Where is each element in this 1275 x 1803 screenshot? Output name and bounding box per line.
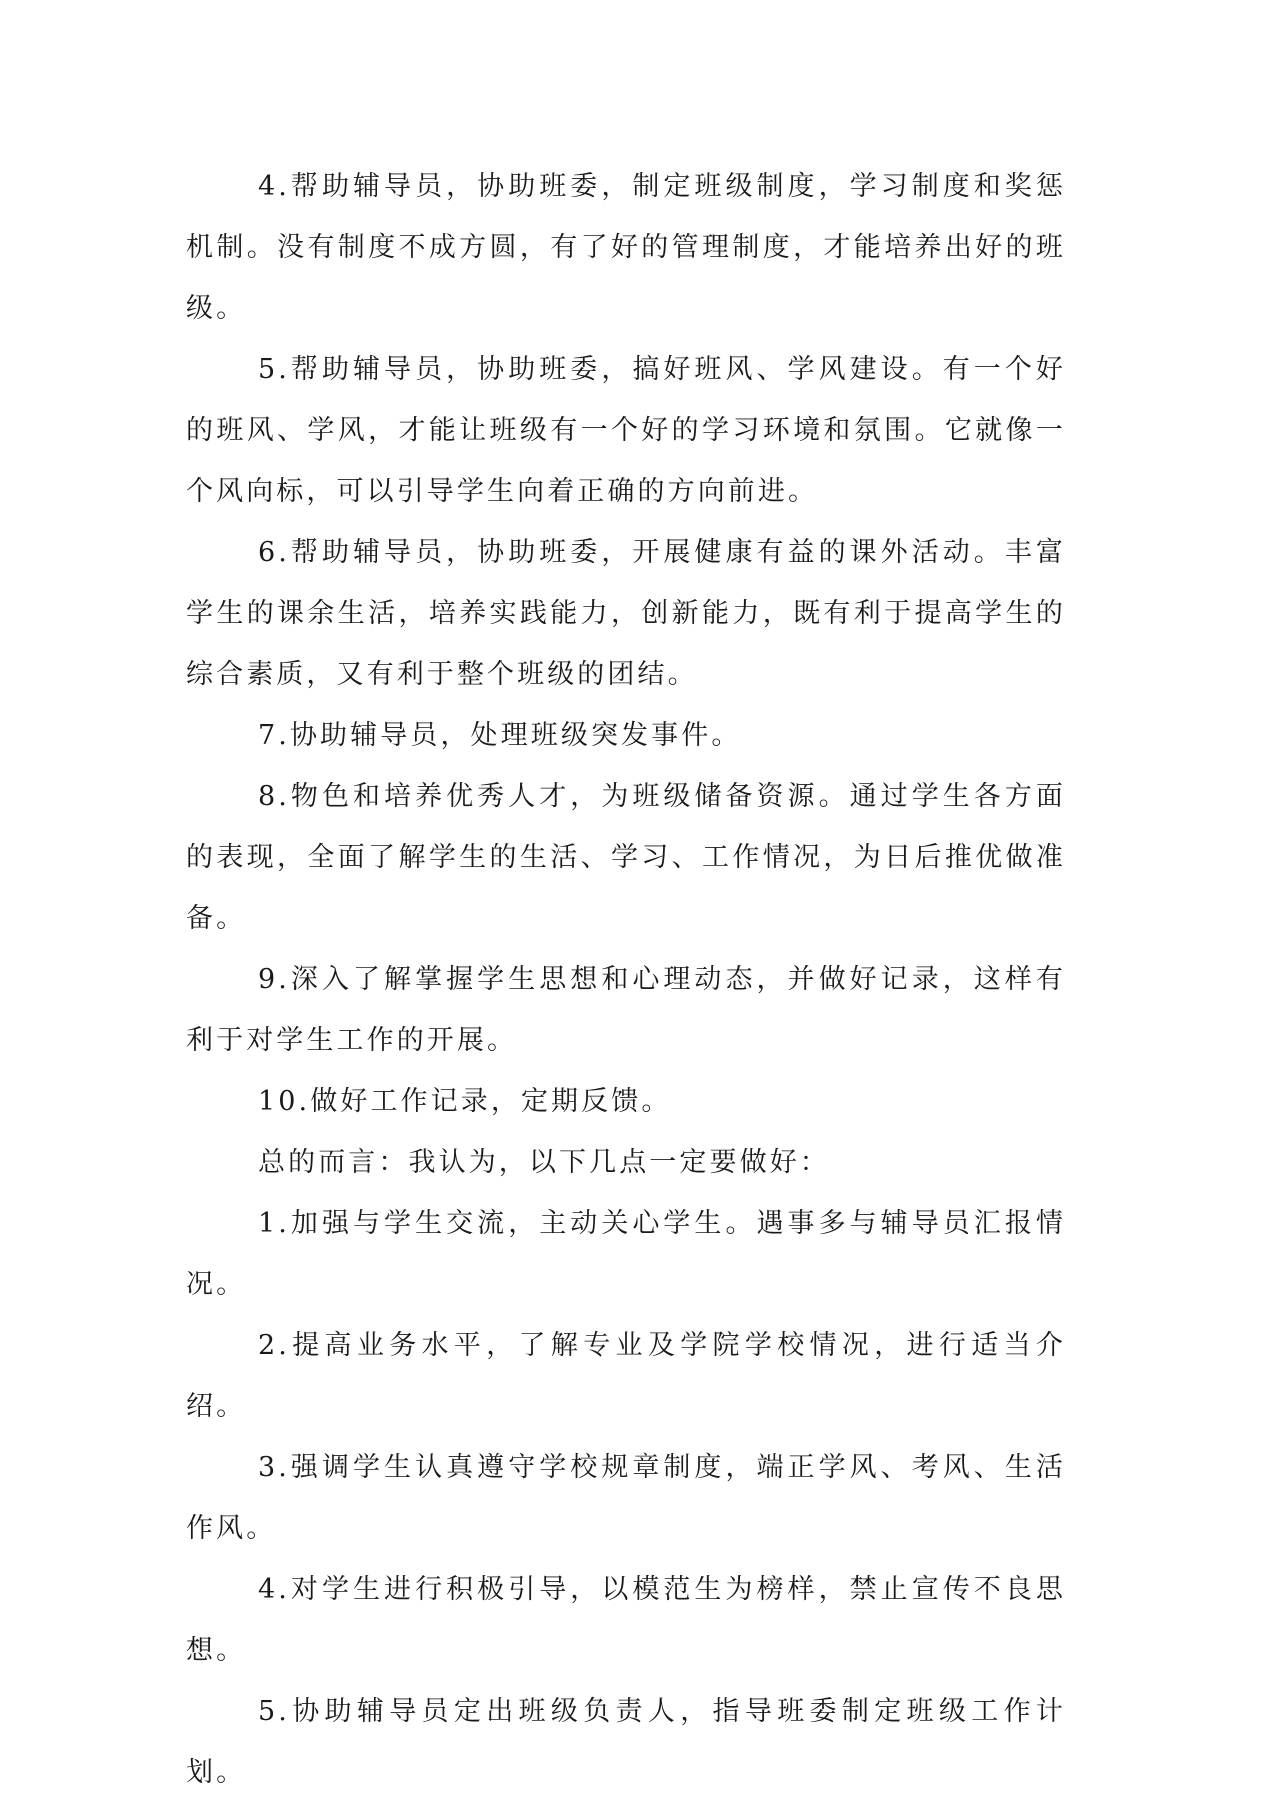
summary-point-4: 4.对学生进行积极引导，以模范生为榜样，禁止宣传不良思想。 xyxy=(186,1574,1066,1666)
paragraph-item-10: 10.做好工作记录，定期反馈。 xyxy=(258,1086,672,1117)
paragraph-item-5: 5.帮助辅导员，协助班委，搞好班风、学风建设。有一个好的班风、学风，才能让班级有一个好的学习环境和氛围。它就像一个风向标，可以引导学生向着正确的方向前进。 xyxy=(186,354,1066,507)
paragraph-item-6: 6.帮助辅导员，协助班委，开展健康有益的课外活动。丰富学生的课余生活，培养实践能力，创新能力，既有利于提高学生的综合素质，又有利于整个班级的团结。 xyxy=(186,537,1066,690)
summary-point-2: 2.提高业务水平，了解专业及学院学校情况，进行适当介绍。 xyxy=(186,1330,1066,1422)
document-body xyxy=(186,156,1066,1803)
summary-point-1: 1.加强与学生交流，主动关心学生。遇事多与辅导员汇报情况。 xyxy=(186,1208,1066,1300)
paragraph-item-4: 4.帮助辅导员，协助班委，制定班级制度，学习制度和奖惩机制。没有制度不成方圆，有了好的管理制度，才能培养出好的班级。 xyxy=(186,171,1066,324)
summary-point-5: 5.协助辅导员定出班级负责人，指导班委制定班级工作计划。 xyxy=(186,1696,1066,1788)
summary-heading: 总的而言：我认为，以下几点一定要做好： xyxy=(258,1147,830,1178)
summary-point-3: 3.强调学生认真遵守学校规章制度，端正学风、考风、生活作风。 xyxy=(186,1452,1066,1544)
paragraph-item-8: 8.物色和培养优秀人才，为班级储备资源。通过学生各方面的表现，全面了解学生的生活、学习、工作情况，为日后推优做准备。 xyxy=(186,781,1066,934)
paragraph-item-9: 9.深入了解掌握学生思想和心理动态，并做好记录，这样有利于对学生工作的开展。 xyxy=(186,964,1066,1056)
paragraph-item-7: 7.协助辅导员，处理班级突发事件。 xyxy=(258,720,742,751)
